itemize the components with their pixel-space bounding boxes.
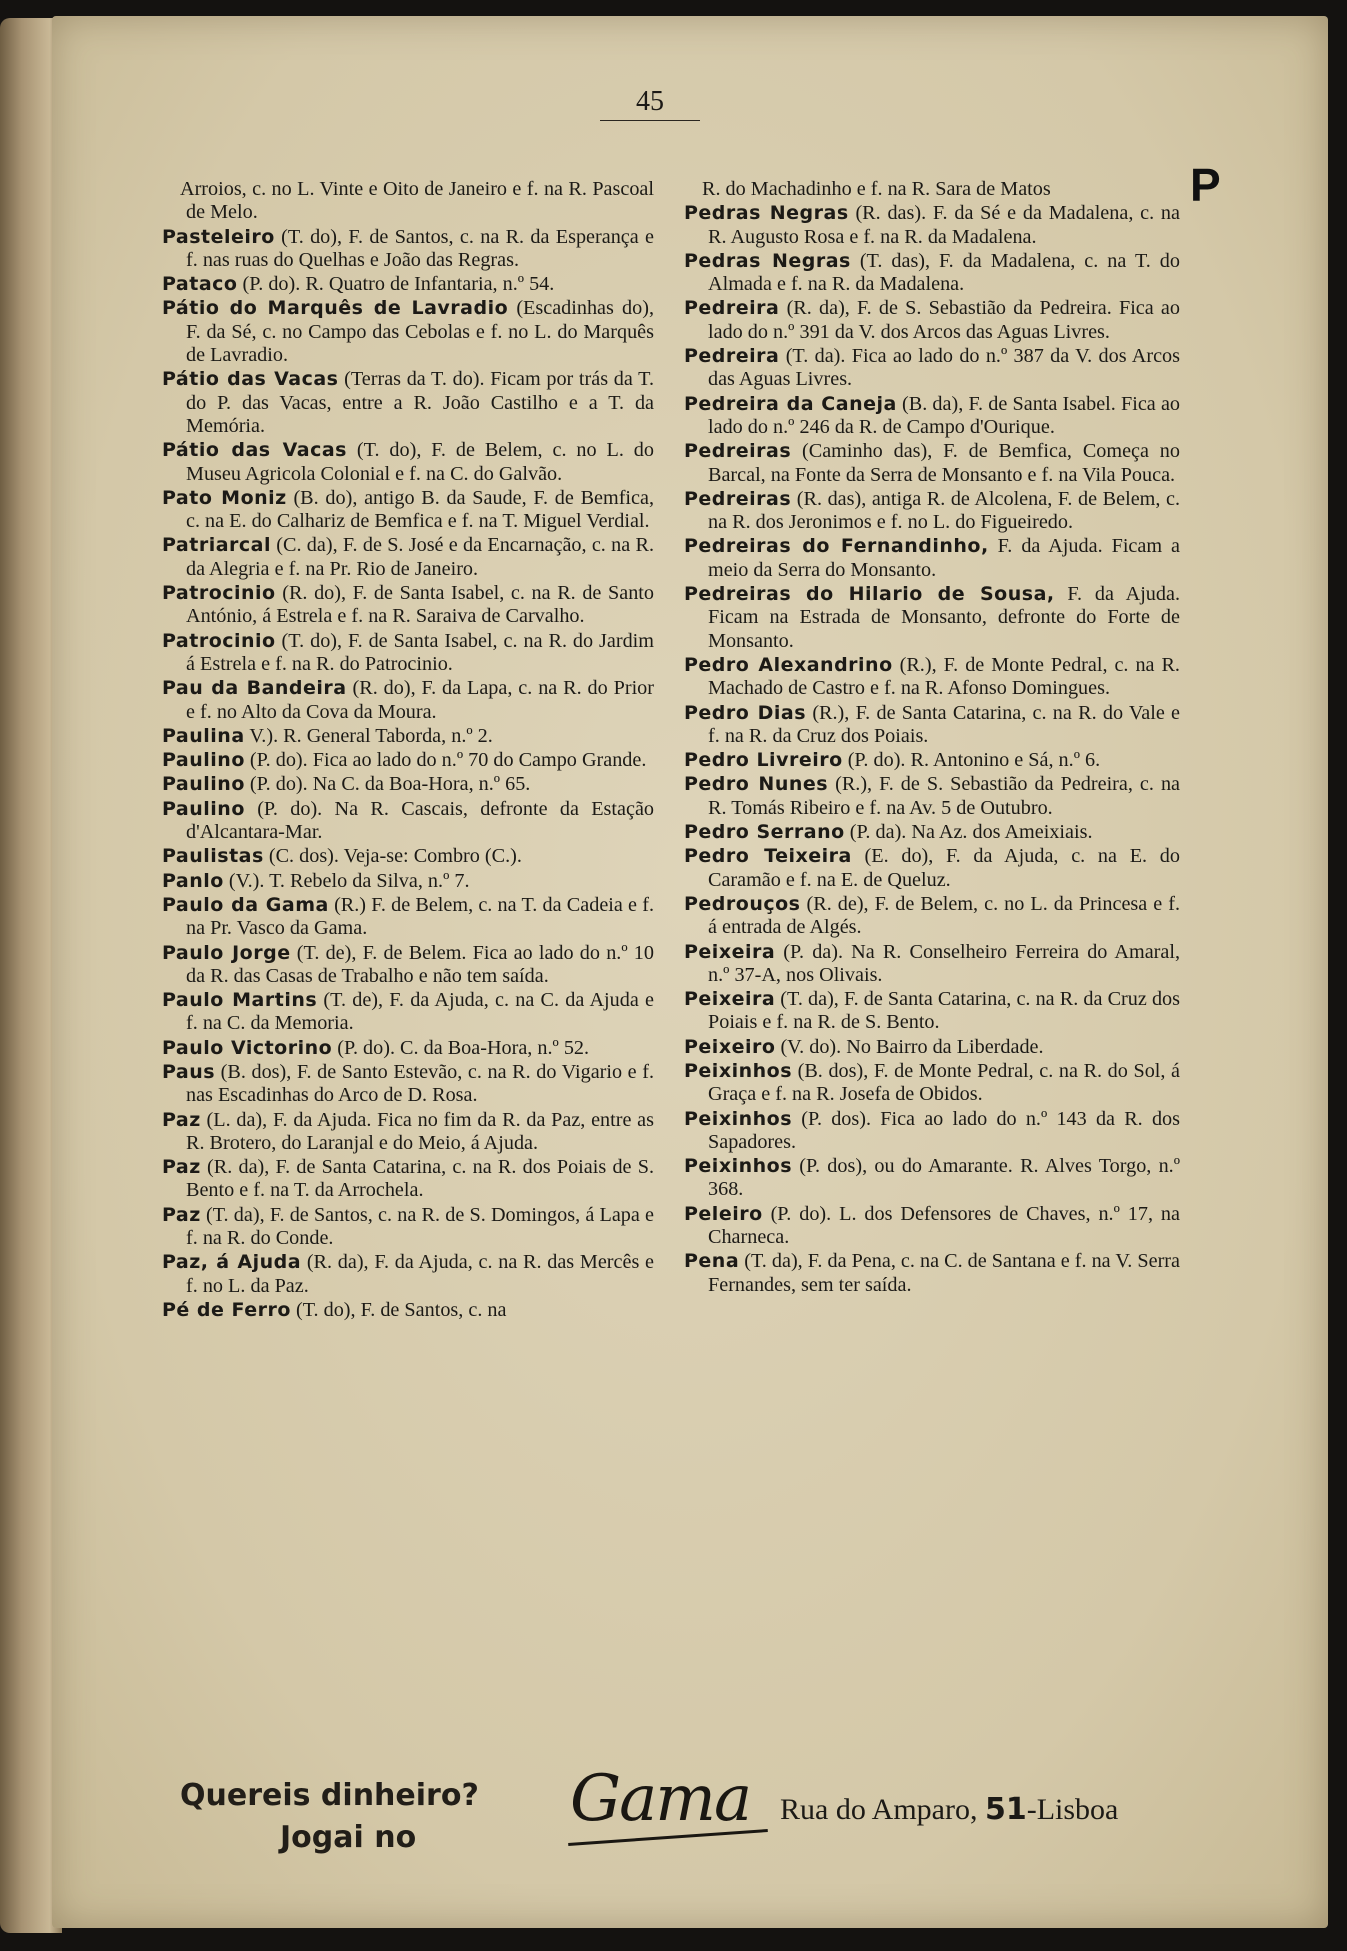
entry-heading: Paus bbox=[162, 1060, 216, 1083]
directory-entry bbox=[162, 870, 654, 893]
entry-text: (C. dos). Veja-se: Combro (C.). bbox=[263, 845, 522, 868]
entry-heading: Paulino bbox=[162, 773, 245, 796]
entry-text: (B. dos), F. de Monte Pedral, c. na R. do Sol, á Graça e f. na R. Josefa de Obidos. bbox=[708, 1059, 1180, 1106]
entry-heading: Paulo da Gama bbox=[162, 893, 329, 916]
directory-entry bbox=[162, 630, 654, 677]
entry-text: (P. do). L. dos Defensores de Chaves, n.º 17, na Charneca. bbox=[708, 1202, 1180, 1249]
directory-entry bbox=[162, 798, 654, 845]
entry-text: (B. dos), F. de Santo Estevão, c. na R. do Vigario e f. nas Escadinhas do Arco de D. Rosa. bbox=[186, 1060, 654, 1107]
directory-entry bbox=[684, 749, 1180, 772]
entry-heading: Pátio das Vacas bbox=[162, 368, 339, 391]
directory-entry bbox=[684, 893, 1180, 940]
entry-text: (P. do). Na R. Cascais, defronte da Estação d'Alcantara-Mar. bbox=[186, 797, 654, 844]
entry-heading: Pedreiras bbox=[684, 440, 792, 463]
entry-text: (T. da), F. da Pena, c. na C. de Santana e f. na V. Serra Fernandes, sem ter saída. bbox=[708, 1250, 1180, 1296]
entry-text: (P. do). C. da Boa-Hora, n.º 52. bbox=[332, 1036, 590, 1059]
directory-entry bbox=[162, 1061, 654, 1108]
directory-entry bbox=[162, 487, 654, 534]
entry-heading: Paulo Victorino bbox=[162, 1036, 333, 1059]
entry-text: (T. da), F. de Santos, c. na R. de S. Domingos, á Lapa e f. na R. do Conde. bbox=[186, 1203, 654, 1250]
directory-entry bbox=[684, 1155, 1180, 1202]
entry-heading: Pedro Nunes bbox=[684, 773, 829, 796]
directory-entry bbox=[684, 1060, 1180, 1107]
directory-entry bbox=[162, 534, 654, 581]
address-street: Rua do Amparo, bbox=[780, 1793, 985, 1826]
directory-entry bbox=[162, 845, 654, 868]
entry-heading: Pedreiras bbox=[684, 487, 792, 510]
entry-text: (T. das), F. da Madalena, c. na T. do Almada e f. na R. da Madalena. bbox=[708, 249, 1180, 296]
directory-entry bbox=[162, 1251, 654, 1298]
entry-text: (T. do), F. de Santos, c. na R. da Esperança e f. nas ruas do Quelhas e João das Regras. bbox=[186, 225, 654, 271]
entry-heading: Pedro Dias bbox=[684, 701, 807, 724]
entry-text: Arroios, c. no L. Vinte e Oito de Janeiro e f. na R. Pascoal de Melo. bbox=[180, 178, 654, 224]
entry-heading: Pedras Negras bbox=[684, 249, 851, 272]
directory-entry bbox=[684, 440, 1180, 487]
entry-text: (P. do). Fica ao lado do n.º 70 do Campo Grande. bbox=[244, 749, 647, 772]
gama-logo bbox=[570, 1762, 750, 1836]
entry-heading: Pedreira da Caneja bbox=[684, 392, 897, 415]
directory-entry bbox=[162, 1299, 654, 1322]
entry-heading: Pedreira bbox=[684, 297, 780, 320]
directory-entry bbox=[162, 1204, 654, 1251]
entry-heading: Pátio do Marquês de Lavradio bbox=[162, 297, 509, 320]
directory-entry bbox=[684, 250, 1180, 297]
directory-entry bbox=[684, 821, 1180, 844]
directory-entry bbox=[684, 345, 1180, 392]
entry-text: (T. da). Fica ao lado do n.º 387 da V. dos Arcos das Aguas Livres. bbox=[708, 345, 1180, 391]
entry-heading: Peixinhos bbox=[684, 1059, 793, 1082]
entry-text: (R. do), F. de Santa Isabel, c. na R. de Santo António, á Estrela e f. na R. Saraiva de Carvalho. bbox=[186, 582, 654, 628]
entry-heading: Pé de Ferro bbox=[162, 1298, 291, 1321]
entry-heading: Peixeiro bbox=[684, 1035, 776, 1058]
directory-entry bbox=[684, 1036, 1180, 1059]
entry-text: (P. do). Na C. da Boa-Hora, n.º 65. bbox=[244, 773, 531, 796]
entry-text: (L. da), F. da Ajuda. Fica no fim da R. da Paz, entre as R. Brotero, do Laranjal e do Meio, á Ajuda. bbox=[186, 1108, 654, 1154]
ad-call: Jogai no bbox=[280, 1820, 417, 1855]
entry-text: (P. do). R. Antonino e Sá, n.º 6. bbox=[842, 749, 1101, 772]
directory-entry bbox=[684, 297, 1180, 344]
entry-text: V.). R. General Taborda, n.º 2. bbox=[244, 724, 493, 747]
directory-entry bbox=[684, 393, 1180, 440]
entry-heading: Peixeira bbox=[684, 940, 776, 963]
entry-heading: Pato Moniz bbox=[162, 486, 287, 509]
brand-name: Gama bbox=[570, 1762, 751, 1836]
directory-entry bbox=[684, 941, 1180, 988]
entry-text: (V. do). No Bairro da Liberdade. bbox=[775, 1035, 1044, 1058]
entry-text: (R. de), F. de Belem, c. no L. da Princesa e f. á entrada de Algés. bbox=[708, 892, 1180, 939]
directory-entry bbox=[162, 178, 654, 225]
entry-text: (P. dos). Fica ao lado do n.º 143 da R. dos Sapadores. bbox=[708, 1107, 1180, 1153]
entry-text: (P. do). R. Quatro de Infantaria, n.º 54. bbox=[237, 273, 555, 296]
directory-entry bbox=[162, 1037, 654, 1060]
directory-entry bbox=[684, 988, 1180, 1035]
directory-entry bbox=[684, 845, 1180, 892]
entry-heading: Paulistas bbox=[162, 845, 264, 868]
directory-entry bbox=[162, 894, 654, 941]
entry-text: (E. do), F. da Ajuda, c. na E. do Caramão e f. na E. de Queluz. bbox=[708, 845, 1180, 891]
directory-entry bbox=[684, 535, 1180, 582]
entry-heading: Pedro Alexandrino bbox=[684, 653, 893, 676]
directory-entry bbox=[684, 202, 1180, 249]
entry-text: (R. do), F. da Lapa, c. na R. do Prior e f. no Alto da Cova da Moura. bbox=[186, 677, 655, 723]
address-number: 51 bbox=[984, 1792, 1027, 1827]
entry-heading: Paulina bbox=[162, 724, 245, 747]
entry-heading: Paulino bbox=[162, 749, 245, 772]
address-city: -Lisboa bbox=[1026, 1793, 1119, 1826]
entry-text: (T. do), F. de Santa Isabel, c. na R. do Jardim á Estrela e f. na R. do Patrocinio. bbox=[186, 629, 654, 675]
page-number: 45 bbox=[600, 86, 700, 121]
entry-heading: Paulino bbox=[162, 797, 245, 820]
entry-text: (R.), F. de Monte Pedral, c. na R. Machado de Castro e f. na R. Afonso Domingues. bbox=[708, 653, 1180, 700]
advertisement-footer bbox=[170, 1762, 1180, 1880]
entry-heading: Pasteleiro bbox=[162, 225, 275, 248]
directory-entry bbox=[162, 582, 654, 629]
entry-heading: Pau da Bandeira bbox=[162, 677, 347, 700]
directory-entry bbox=[684, 702, 1180, 749]
entry-heading: Pedro Teixeira bbox=[684, 845, 852, 868]
ad-question: Quereis dinheiro? bbox=[180, 1778, 479, 1813]
entry-heading: Pedrouços bbox=[684, 892, 801, 915]
directory-entry bbox=[162, 439, 654, 486]
entry-text: (T. da), F. de Santa Catarina, c. na R. da Cruz dos Poiais e f. na R. de S. Bento. bbox=[708, 988, 1180, 1034]
entry-text: (T. de), F. de Belem. Fica ao lado do n.º 10 da R. das Casas de Trabalho e não tem saída. bbox=[186, 941, 654, 987]
entry-text: (R. da), F. da Ajuda, c. na R. das Mercês e f. no L. da Paz. bbox=[186, 1251, 654, 1297]
entry-heading: Pedreira bbox=[684, 345, 780, 368]
entry-heading: Panlo bbox=[162, 869, 224, 892]
entry-text: (P. dos), ou do Amarante. R. Alves Torgo, n.º 368. bbox=[708, 1155, 1180, 1201]
entry-heading: Patrocinio bbox=[162, 629, 276, 652]
entry-text: (R.) F. de Belem, c. na T. da Cadeia e f. na Pr. Vasco da Gama. bbox=[186, 893, 655, 940]
entry-text: (B. da), F. de Santa Isabel. Fica ao lado do n.º 246 da R. de Campo d'Ourique. bbox=[708, 392, 1180, 438]
entry-text: (V.). T. Rebelo da Silva, n.º 7. bbox=[223, 869, 470, 892]
entry-heading: Paz bbox=[162, 1108, 201, 1131]
entry-heading: Peleiro bbox=[684, 1202, 763, 1225]
directory-entry bbox=[162, 942, 654, 989]
directory-entry bbox=[162, 226, 654, 273]
entry-heading: Paulo Jorge bbox=[162, 941, 291, 964]
entry-heading: Pataco bbox=[162, 273, 238, 296]
entry-heading: Pedro Serrano bbox=[684, 821, 845, 844]
entry-heading: Pedreiras do Fernandinho, bbox=[684, 535, 989, 558]
entry-text: (R. das), antiga R. de Alcolena, F. de Belem, c. na R. dos Jeronimos e f. no L. do Figueiredo. bbox=[708, 487, 1180, 534]
entry-heading: Pátio das Vacas bbox=[162, 439, 347, 462]
directory-entry bbox=[684, 583, 1180, 653]
entry-text: (C. da), F. de S. José e da Encarnação, c. na R. da Alegria e f. na Pr. Rio de Janeiro. bbox=[186, 534, 654, 580]
entry-heading: Patriarcal bbox=[162, 534, 271, 557]
directory-entry bbox=[162, 297, 654, 367]
entry-heading: Pedro Livreiro bbox=[684, 749, 843, 772]
entry-heading: Peixinhos bbox=[684, 1155, 793, 1178]
directory-entry bbox=[684, 1250, 1180, 1297]
entry-heading: Pedreiras do Hilario de Sousa, bbox=[684, 583, 1055, 606]
directory-entry bbox=[162, 1156, 654, 1203]
entry-heading: Paz bbox=[162, 1203, 201, 1226]
entry-text: (P. da). Na R. Conselheiro Ferreira do Amaral, n.º 37-A, nos Olivais. bbox=[708, 940, 1180, 986]
directory-entry bbox=[684, 488, 1180, 535]
entry-text: (R. da), F. de Santa Catarina, c. na R. dos Poiais de S. Bento e f. na T. da Arrochela. bbox=[186, 1156, 654, 1202]
entry-text: (Caminho das), F. de Bemfica, Começa no Barcal, na Fonte da Serra de Monsanto e f. na Vila Pouca. bbox=[708, 440, 1180, 486]
entry-text: (R. da), F. de S. Sebastião da Pedreira. Fica ao lado do n.º 391 da V. dos Arcos das Aguas Livres. bbox=[708, 297, 1180, 343]
directory-entry bbox=[162, 677, 654, 724]
entry-heading: Pena bbox=[684, 1250, 740, 1273]
entry-text: (P. da). Na Az. dos Ameixiais. bbox=[844, 821, 1093, 844]
entry-text: (Terras da T. do). Ficam por trás da T. do P. das Vacas, entre a R. João Castilho e a T. da Memória. bbox=[186, 368, 654, 437]
directory-entry bbox=[684, 773, 1180, 820]
entry-text: (T. de), F. da Ajuda, c. na C. da Ajuda e f. na C. da Memoria. bbox=[186, 989, 654, 1035]
directory-entry bbox=[162, 273, 654, 296]
entry-text: (T. do), F. de Belem, c. no L. do Museu Agricola Colonial e f. na C. do Galvão. bbox=[186, 439, 654, 485]
entry-heading: Patrocinio bbox=[162, 582, 276, 605]
entry-text: (T. do), F. de Santos, c. na bbox=[290, 1298, 507, 1321]
left-column bbox=[162, 178, 654, 1323]
directory-entry bbox=[162, 773, 654, 796]
entry-heading: Peixinhos bbox=[684, 1107, 793, 1130]
right-column bbox=[684, 178, 1180, 1298]
entry-text: F. da Ajuda. Ficam na Estrada de Monsanto, defronte do Forte de Monsanto. bbox=[708, 583, 1180, 652]
entry-text: (Escadinhas do), F. da Sé, c. no Campo das Cebolas e f. no L. do Marquês de Lavradio. bbox=[186, 297, 655, 367]
section-letter: P bbox=[1190, 159, 1221, 211]
directory-entry bbox=[684, 1203, 1180, 1250]
directory-entry bbox=[162, 1109, 654, 1156]
entry-heading: Paulo Martins bbox=[162, 989, 318, 1012]
entry-heading: Pedras Negras bbox=[684, 202, 849, 225]
entry-heading: Paz, á Ajuda bbox=[162, 1251, 302, 1274]
directory-entry bbox=[684, 1108, 1180, 1155]
directory-entry bbox=[162, 368, 654, 438]
entry-text: (R. das). F. da Sé e da Madalena, c. na R. Augusto Rosa e f. na R. da Madalena. bbox=[708, 202, 1180, 248]
directory-entry bbox=[162, 725, 654, 748]
entry-text: (R.), F. de S. Sebastião da Pedreira, c. na R. Tomás Ribeiro e f. na Av. 5 de Outubro. bbox=[708, 773, 1180, 819]
directory-entry bbox=[684, 178, 1180, 201]
entry-heading: Paz bbox=[162, 1156, 201, 1179]
entry-text: R. do Machadinho e f. na R. Sara de Matos bbox=[702, 178, 1051, 200]
entry-text: F. da Ajuda. Ficam a meio da Serra do Monsanto. bbox=[708, 535, 1180, 581]
directory-entry bbox=[162, 989, 654, 1036]
directory-entry bbox=[684, 654, 1180, 701]
entry-text: (B. do), antigo B. da Saude, F. de Bemfica, c. na E. do Calhariz de Bemfica e f. na T. Miguel Verdial. bbox=[186, 486, 654, 533]
entry-text: (R.), F. de Santa Catarina, c. na R. do Vale e f. na R. da Cruz dos Poiais. bbox=[708, 701, 1181, 747]
entry-heading: Peixeira bbox=[684, 988, 776, 1011]
address bbox=[780, 1792, 1118, 1827]
directory-entry bbox=[162, 749, 654, 772]
